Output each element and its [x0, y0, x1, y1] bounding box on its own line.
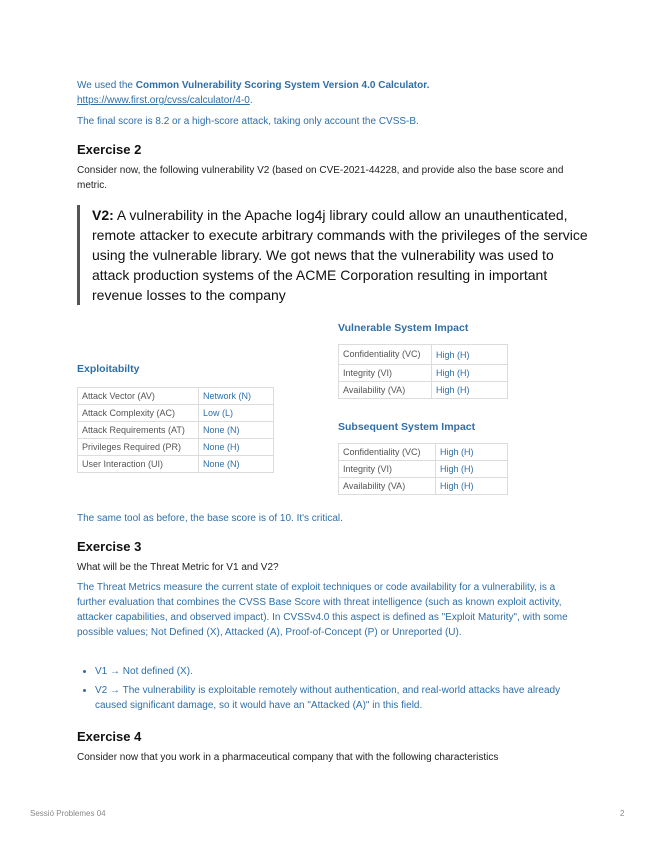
table-row — [78, 405, 274, 422]
list-item: • V1 → Not defined (X). — [95, 664, 575, 679]
metric-name: Confidentiality (VC) — [339, 345, 432, 365]
metric-value: None (N) — [199, 422, 274, 439]
metric-name: Integrity (VI) — [339, 365, 432, 382]
table-row — [78, 456, 274, 473]
table-row — [339, 365, 508, 382]
metric-value: None (H) — [199, 439, 274, 456]
exercise-2-prompt: Consider now, the following vulnerability V2 (based on CVE-2021-44228, and provide also the base score and metric. — [77, 165, 564, 191]
metric-value: High (H) — [436, 444, 508, 461]
metric-name: Attack Requirements (AT) — [78, 422, 199, 439]
list-item: • V2 → The vulnerability is exploitable remotely without authentication, and real-world attacks have already caused significant damage, so it would have an "Attacked (A)" in this field. — [95, 683, 575, 713]
table-row — [339, 461, 508, 478]
metric-name: Attack Vector (AV) — [78, 388, 199, 405]
exploitability-title: Exploitabilty — [77, 363, 140, 375]
metric-value: Network (N) — [199, 388, 274, 405]
threat-metric-list — [77, 664, 575, 717]
exercise-4-title: Exercise 4 — [77, 729, 142, 744]
metric-value: High (H) — [432, 365, 508, 382]
exercise-3-answer: The Threat Metrics measure the current state of exploit techniques or code availability for a vulnerability, is a further evaluation that combines the CVSS Base Score with threat intelligence (such as known exploit activity, attacker capabilities, and observed impact). In CVSSv4.0 this aspect is defined as "Exploit Maturity", with some possible values; Not Defined (X), Attacked (A), Proof-of-Concept (P) or Unreported (U). — [77, 582, 568, 638]
vulnerable-impact-table — [338, 344, 508, 399]
metric-value: High (H) — [432, 382, 508, 399]
table-row — [339, 444, 508, 461]
calculator-link[interactable]: https://www.first.org/cvss/calculator/4-0 — [77, 95, 250, 106]
exercise-3-title: Exercise 3 — [77, 539, 142, 554]
quote-label: V2: — [92, 207, 114, 223]
intro-paragraph — [77, 78, 597, 108]
link-suffix: . — [249, 95, 253, 106]
metric-name: Availability (VA) — [339, 382, 432, 399]
metric-name: Privileges Required (PR) — [78, 439, 199, 456]
vulnerable-impact-title: Vulnerable System Impact — [338, 322, 469, 334]
intro-prefix: We used the — [77, 80, 136, 91]
exploitability-table — [77, 387, 274, 473]
subsequent-impact-table — [338, 443, 508, 495]
metric-name: Attack Complexity (AC) — [78, 405, 199, 422]
vulnerability-quote — [77, 205, 592, 305]
table-row — [339, 382, 508, 399]
quote-text: A vulnerability in the Apache log4j library could allow an unauthenticated, remote attacker to execute arbitrary commands with the privileges of the service using the vulnerable library. We got news that the vulnerability was used to attack production systems of the ACME Corporation resulting in important revenue losses to the company — [92, 207, 588, 303]
final-score-text: The final score is 8.2 or a high-score attack, taking only account the CVSS-B. — [77, 116, 419, 127]
metric-value: High (H) — [432, 345, 508, 365]
exercise-4-prompt: Consider now that you work in a pharmaceutical company that with the following characteristics — [77, 752, 499, 763]
metric-value: High (H) — [436, 461, 508, 478]
subsequent-impact-title: Subsequent System Impact — [338, 421, 476, 433]
table-row — [78, 388, 274, 405]
metric-name: Availability (VA) — [339, 478, 436, 495]
metric-value: High (H) — [436, 478, 508, 495]
table-row — [78, 439, 274, 456]
exercise-3-prompt: What will be the Threat Metric for V1 and V2? — [77, 562, 279, 573]
table-row — [78, 422, 274, 439]
metric-name: Confidentiality (VC) — [339, 444, 436, 461]
metric-value: Low (L) — [199, 405, 274, 422]
calculator-name: Common Vulnerability Scoring System Version 4.0 Calculator. — [135, 80, 430, 91]
metric-name: User Interaction (UI) — [78, 456, 199, 473]
exercise-2-title: Exercise 2 — [77, 142, 142, 157]
exercise-2-answer: The same tool as before, the base score is of 10. It's critical. — [77, 513, 343, 524]
table-row — [339, 345, 508, 365]
metric-value: None (N) — [199, 456, 274, 473]
table-row — [339, 478, 508, 495]
metric-name: Integrity (VI) — [339, 461, 436, 478]
footer-title: Sessió Problemes 04 — [30, 809, 106, 818]
page-number: 2 — [620, 809, 625, 818]
